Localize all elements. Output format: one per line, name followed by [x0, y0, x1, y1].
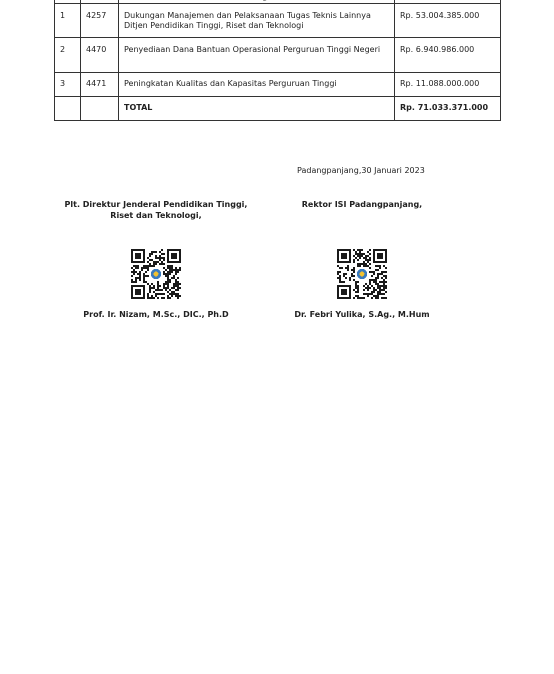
- cell-empty: [55, 97, 81, 121]
- left-title-line2: Riset dan Teknologi,: [110, 211, 202, 220]
- cell-nama: Dukungan Manajemen dan Pelaksanaan Tugas Teknis Lainnya Ditjen Pendidikan Tinggi, Riset dan Teknologi: [119, 4, 395, 38]
- cell-no: 2: [55, 38, 81, 73]
- cell-kode: 4470: [81, 38, 119, 73]
- left-title-line1: Plt. Direktur Jenderal Pendidikan Tinggi,: [64, 200, 248, 209]
- table-row: [55, 73, 501, 97]
- cell-nama: Peningkatan Kualitas dan Kapasitas Perguruan Tinggi: [119, 73, 395, 97]
- table-row: [55, 38, 501, 73]
- left-signatory-title: [40, 199, 272, 221]
- right-signatory-title: Rektor ISI Padangpanjang,: [301, 200, 423, 209]
- cell-alokasi: Rp. 53.004.385.000: [395, 4, 501, 38]
- cell-alokasi: Rp. 11.088.000.000: [395, 73, 501, 97]
- right-signatory-name: Dr. Febri Yulika, S.Ag., M.Hum: [294, 310, 430, 319]
- total-label: TOTAL: [119, 97, 395, 121]
- cell-no: 3: [55, 73, 81, 97]
- qr-code-icon: [337, 249, 387, 299]
- cell-alokasi: Rp. 6.940.986.000: [395, 38, 501, 73]
- left-signatory-name: Prof. Ir. Nizam, M.Sc., DIC., Ph.D: [83, 310, 229, 319]
- place-date: Padangpanjang,30 Januari 2023: [297, 166, 425, 175]
- cell-nama: Penyediaan Dana Bantuan Operasional Perguruan Tinggi Negeri: [119, 38, 395, 73]
- table-row: [55, 4, 501, 38]
- budget-table: [54, 0, 501, 121]
- cell-empty: [81, 97, 119, 121]
- cell-kode: 4471: [81, 73, 119, 97]
- cell-no: 1: [55, 4, 81, 38]
- cell-kode: 4257: [81, 4, 119, 38]
- total-value: Rp. 71.033.371.000: [395, 97, 501, 121]
- qr-code-icon: [131, 249, 181, 299]
- table-total-row: [55, 97, 501, 121]
